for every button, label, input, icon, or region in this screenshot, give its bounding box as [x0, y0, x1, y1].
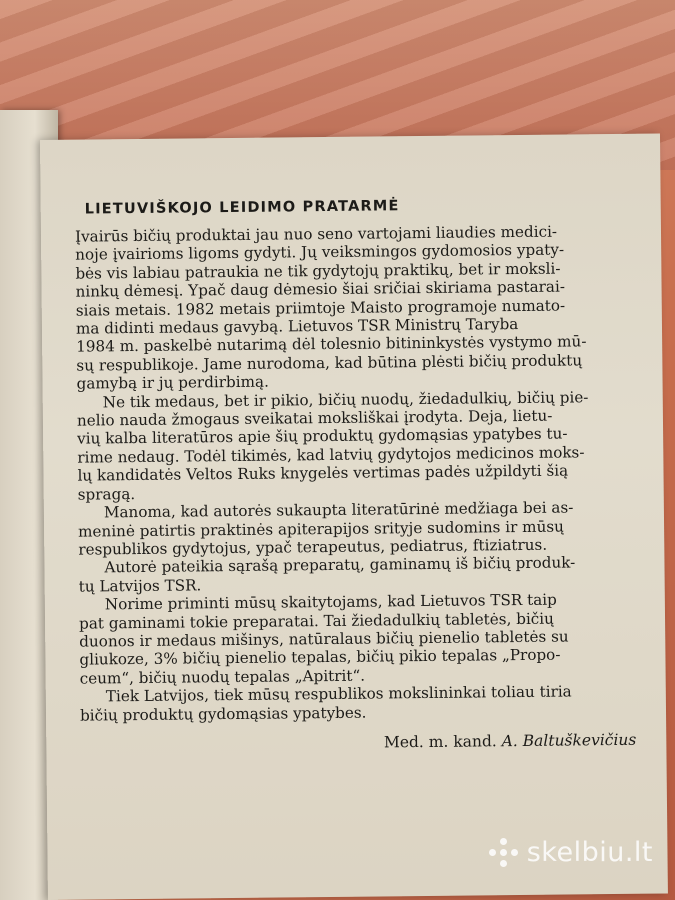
- page-content: [75, 196, 641, 755]
- paragraph: [80, 682, 640, 725]
- text-line: sų respublikoje. Jame nurodoma, kad būtina plėsti bičių produktų: [76, 351, 583, 375]
- text-line: respublikos gydytojus, ypač terapeutus, pediatrus, ftiziatrus.: [78, 535, 548, 559]
- page-heading: LIETUVIŠKOJO LEIDIMO PRATARMĖ: [84, 198, 400, 218]
- text-line: noje įvairioms ligoms gydyti. Jų veiksmingos gydomosios ypaty-: [75, 240, 565, 265]
- signature-prefix: Med. m. kand.: [383, 732, 502, 752]
- paragraph: [75, 222, 637, 394]
- paragraphs: [75, 222, 640, 725]
- text-line: bičių produktų gydomąsias ypatybes.: [79, 703, 367, 725]
- text-line: rime nedaug. Todėl tikimės, kad latvių gydytojos medicinos moks-: [77, 443, 585, 467]
- text-line: spragą.: [77, 484, 136, 504]
- text-line: Manoma, kad autorės sukaupta literatūrinė medžiaga bei as-: [103, 498, 574, 522]
- paragraph: [78, 553, 638, 596]
- paragraph: [78, 498, 639, 559]
- watermark: [489, 837, 653, 868]
- text-line: 1984 m. paskelbė nutarimą dėl tolesnio bitininkystės vystymo mū-: [76, 332, 587, 357]
- text-line: Autorė pateikia sąrašą preparatų, gaminamų iš bičių produk-: [104, 553, 576, 577]
- text-line: Ne tik medaus, bet ir pikio, bičių nuodų, žiedadulkių, bičių pie-: [102, 387, 589, 412]
- text-line: lų kandidatės Veltos Ruks knygelės vertimas padės užpildyti šią: [77, 461, 569, 485]
- text-line: Tiek Latvijos, tiek mūsų respublikos mokslininkai toliau tiria: [105, 682, 572, 706]
- text-line: tų Latvijos TSR.: [78, 576, 202, 596]
- signature: [80, 731, 640, 755]
- text-line: duonos ir medaus mišinys, natūralaus bičių pienelio tabletės su: [79, 627, 569, 651]
- text-line: Norime priminti mūsų skaitytojams, kad Lietuvos TSR taip: [104, 590, 557, 614]
- paragraph: [77, 387, 638, 503]
- text-line: ninkų dėmesį. Ypač daug dėmesio šiai sričiai skiriama pastarai-: [75, 277, 566, 301]
- text-line: gliukoze, 3% bičių pienelio tepalas, bičių pikio tepalas „Propo-: [79, 645, 561, 669]
- text-line: gamybą ir jų perdirbimą.: [76, 372, 269, 393]
- text-line: pat gaminami tokie preparatai. Tai žiedadulkių tabletės, bičių: [78, 609, 554, 633]
- text-line: bės vis labiau patraukia ne tik gydytojų praktikų, bet ir moksli-: [75, 259, 561, 283]
- text-line: siais metais. 1982 metais priimtoje Maisto programoje numato-: [75, 296, 566, 320]
- watermark-logo-icon: [489, 838, 519, 868]
- text-line: Įvairūs bičių produktai jau nuo seno vartojami liaudies medici-: [74, 222, 558, 246]
- book-page: [40, 134, 668, 900]
- text-line: meninė patirtis praktinės apiterapijos srityje sudomins ir mūsų: [78, 517, 564, 541]
- text-line: ceum“, bičių nuodų tepalas „Apitrit“.: [79, 666, 366, 688]
- text-line: nelio nauda žmogaus sveikatai moksliškai įrodyta. Deja, lietu-: [76, 406, 553, 430]
- watermark-text: skelbiu.lt: [526, 837, 653, 868]
- text-line: ma didinti medaus gavybą. Lietuvos TSR Ministrų Taryba: [75, 315, 519, 338]
- text-line: vių kalba literatūros apie šių produktų gydomąsias ypatybes tu-: [77, 424, 568, 449]
- signature-name: A. Baltuškevičius: [501, 730, 637, 751]
- paragraph: [79, 590, 640, 688]
